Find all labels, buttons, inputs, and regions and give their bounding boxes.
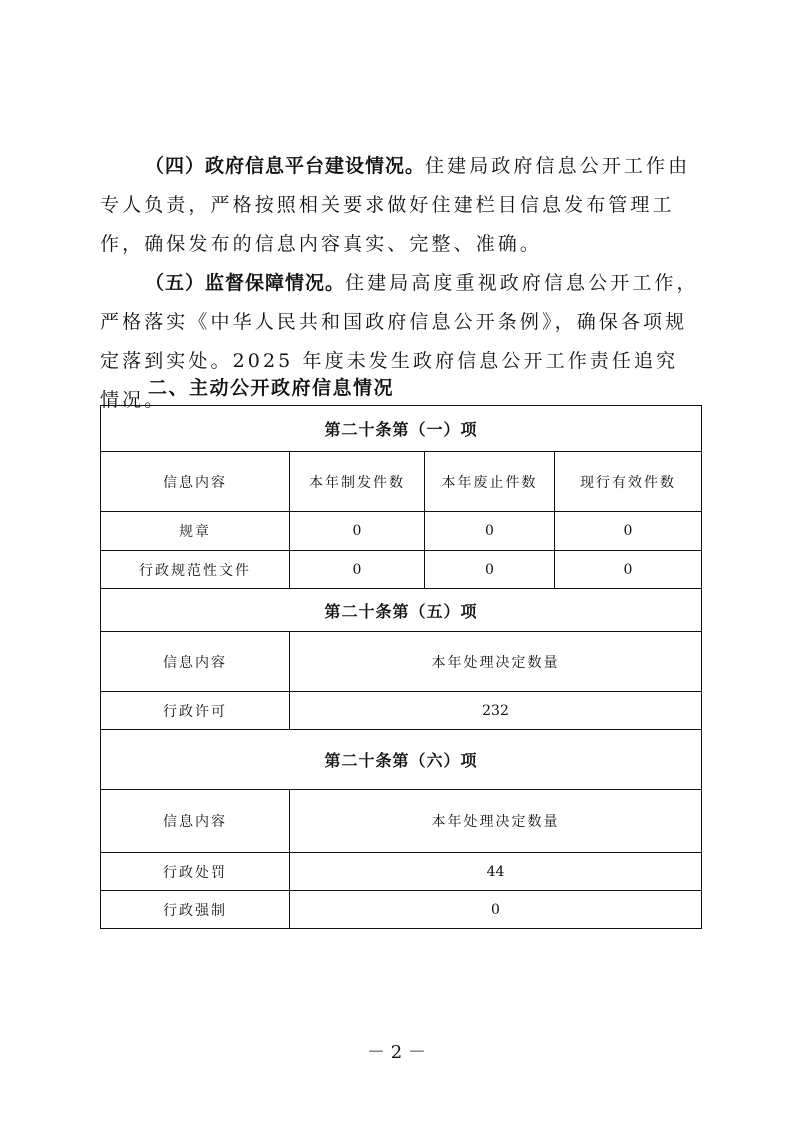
cell-value: 0 [555,512,702,551]
paragraph-text: 住建局高度重视政府信息公开工作，严格落实《中华人民共和国政府信息公开条例》，确保各项规定落到实处。2025 年度未发生政府信息公开工作责任追究情况。 [100,272,699,411]
section-title-row [101,406,702,452]
cell-value: 0 [290,512,425,551]
column-header: 信息内容 [101,632,290,692]
table-row [101,692,702,730]
table-row [101,512,702,551]
table-row [101,891,702,929]
paragraph-lead: （五）监督保障情况。 [145,272,346,294]
column-header: 本年制发件数 [290,452,425,512]
section-title: 第二十条第（一）项 [101,406,702,452]
cell-value: 0 [290,551,425,589]
column-header: 现行有效件数 [555,452,702,512]
cell-value: 0 [425,551,555,589]
table-header-row [101,632,702,692]
cell-value: 44 [290,853,702,891]
cell-value: 0 [425,512,555,551]
table-header-row [101,790,702,853]
row-label: 行政处罚 [101,853,290,891]
paragraph-text: 住建局政府信息公开工作由专人负责，严格按照相关要求做好住建栏目信息发布管理工作，确保发布的信息内容真实、完整、准确。 [100,155,691,255]
section-title: 第二十条第（五）项 [101,589,702,632]
cell-value: 0 [290,891,702,929]
cell-value: 232 [290,692,702,730]
column-header: 本年处理决定数量 [290,790,702,853]
page-number: － 2 － [367,1042,426,1063]
column-header: 本年处理决定数量 [290,632,702,692]
table-header-row [101,452,702,512]
section-title-row [101,730,702,790]
section-heading: 二、主动公开政府信息情况 [148,377,395,399]
section-title: 第二十条第（六）项 [101,730,702,790]
paragraph-platform-construction [100,147,700,264]
disclosure-table [100,405,702,929]
table-row [101,853,702,891]
row-label: 行政许可 [101,692,290,730]
row-label: 行政规范性文件 [101,551,290,589]
column-header: 本年废止件数 [425,452,555,512]
row-label: 行政强制 [101,891,290,929]
section-title-row [101,589,702,632]
paragraph-lead: （四）政府信息平台建设情况。 [145,155,426,177]
column-header: 信息内容 [101,452,290,512]
cell-value: 0 [555,551,702,589]
column-header: 信息内容 [101,790,290,853]
row-label: 规章 [101,512,290,551]
table-row [101,551,702,589]
